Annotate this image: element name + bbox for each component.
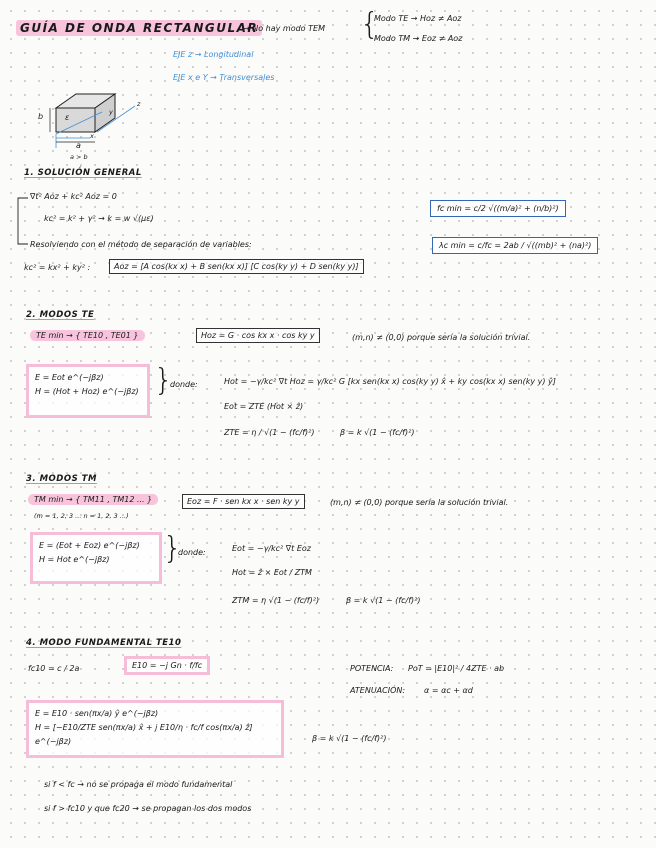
section-4-heading: 4. MODO FUNDAMENTAL TE10 <box>26 638 182 648</box>
tm-hot: Hot = ẑ × Eot / ZTM <box>232 568 312 577</box>
resolve-note: Resolviendo con el método de separación de variables: <box>30 240 252 249</box>
tm-h-field: H = Hot e^(−jβz) <box>39 555 110 564</box>
tm-donde: donde: <box>178 548 206 557</box>
te10-h-field: H = [−E10/ZTE sen(πx/a) x̂ + j E10/η · fc/f cos(πx/a) ẑ] e^(−jβz) <box>35 723 253 746</box>
te-beta: β = k √(1 − (fc/f)²) <box>340 428 415 437</box>
potencia-label: POTENCIA: <box>350 664 394 673</box>
note-no-propagation: si f < fc → no se propaga el modo fundamental <box>44 780 233 789</box>
modo-tm-def: Modo TM → Eoz ≠ Aoz <box>374 34 463 43</box>
te-e-field: E = Eot e^(−jβz) <box>35 373 104 382</box>
figure-label-eps: ε <box>65 113 70 122</box>
te-hot: Hot = −γ/kc² ∇t Hoz = γ/kc² G [kx sen(kx x) cos(ky y) x̂ + ky cos(kx x) sen(ky y) ŷ] <box>224 377 556 386</box>
kc-eq: kc² = k² + γ² → k = w √(με) <box>44 214 154 223</box>
waveguide-figure <box>30 88 160 158</box>
te-brace: } <box>154 363 174 398</box>
figure-label-z: z <box>137 100 141 108</box>
section-1-heading: 1. SOLUCIÓN GENERAL <box>24 168 142 178</box>
section-2-heading: 2. MODOS TE <box>26 310 95 320</box>
fc-min-box: fc min = c/2 √((m/a)² + (n/b)²) <box>430 200 566 217</box>
tm-eot: Eot = −γ/kc² ∇t Eoz <box>232 544 311 553</box>
te-min-modes: TE min → { TE10 , TE01 } <box>30 330 145 341</box>
figure-label-y: y <box>109 108 113 116</box>
te-zte: ZTE = η / √(1 − (fc/f)²) <box>224 428 315 437</box>
helmholtz-eq: ∇t² Aoz + kc² Aoz = 0 <box>30 192 117 201</box>
te-eot: Eot = ZTE (Hot × ẑ) <box>224 402 304 411</box>
tm-condition: (m,n) ≠ (0,0) porque sería la solución trivial. <box>330 498 509 507</box>
page-title: GUÍA DE ONDA RECTANGULAR <box>16 20 262 36</box>
potencia-eq: PoT = |E10|² / 4ZTE · ab <box>408 664 505 673</box>
figure-label-ab: a > b <box>70 153 88 161</box>
section-3-heading: 3. MODOS TM <box>26 474 97 484</box>
tm-brace: } <box>163 531 183 566</box>
figure-label-x: x <box>90 132 94 140</box>
tm-ztm: ZTM = η √(1 − (fc/f)²) <box>232 596 320 605</box>
te-h-field: H = (Hot + Hoz) e^(−jβz) <box>35 387 139 396</box>
e10-amplitude: E10 = −j Gn · f/fc <box>124 656 210 675</box>
te10-e-field: E = E10 · sen(πx/a) ŷ e^(−jβz) <box>35 709 159 718</box>
fc10-eq: fc10 = c / 2a <box>28 664 80 673</box>
atenuacion-eq: α = αc + αd <box>424 686 473 695</box>
te-fields-box <box>26 364 150 418</box>
tm-e-field: E = (Eot + Eoz) e^(−jβz) <box>39 541 140 550</box>
kc-relation: kc² = kx² + ky² : <box>24 263 91 272</box>
figure-label-a: a <box>76 141 81 150</box>
no-tem-note: → No hay modo TEM <box>243 24 325 33</box>
aoz-solution: Aoz = [A cos(kx x) + B sen(kx x)] [C cos(ky y) + D sen(ky y)] <box>109 259 364 274</box>
figure-label-b: b <box>38 112 44 121</box>
hoz-expression: Hoz = G · cos kx x · cos ky y <box>196 328 320 343</box>
tm-index-range: (m = 1, 2, 3 ... n = 1, 2, 3 ...) <box>34 512 129 520</box>
eje-xy-note: EJE x e Y → Transversales <box>173 73 275 82</box>
te-condition: (m,n) ≠ (0,0) porque sería la solución trivial. <box>352 333 531 342</box>
section-1-bracket <box>16 194 28 248</box>
note-two-modes: si f > fc10 y que fc20 → se propagan los dos modos <box>44 804 252 813</box>
te10-beta: β = k √(1 − (fc/f)²) <box>312 734 387 743</box>
eoz-expression: Eoz = F · sen kx x · sen ky y <box>182 494 305 509</box>
eje-z-note: EJE z → Longitudinal <box>173 50 254 59</box>
atenuacion-label: ATENUACIÓN: <box>350 686 406 695</box>
te10-fields-box <box>26 700 284 758</box>
header-brace: { <box>360 7 380 42</box>
modo-te-def: Modo TE → Hoz ≠ Aoz <box>374 14 462 23</box>
tm-fields-box <box>30 532 162 584</box>
lambda-min-box: λc min = c/fc = 2ab / √((mb)² + (na)²) <box>432 237 598 254</box>
te-donde: donde: <box>170 380 198 389</box>
tm-beta: β = k √(1 − (fc/f)²) <box>346 596 421 605</box>
tm-min-modes: TM min → { TM11 , TM12 ... } <box>28 494 158 505</box>
